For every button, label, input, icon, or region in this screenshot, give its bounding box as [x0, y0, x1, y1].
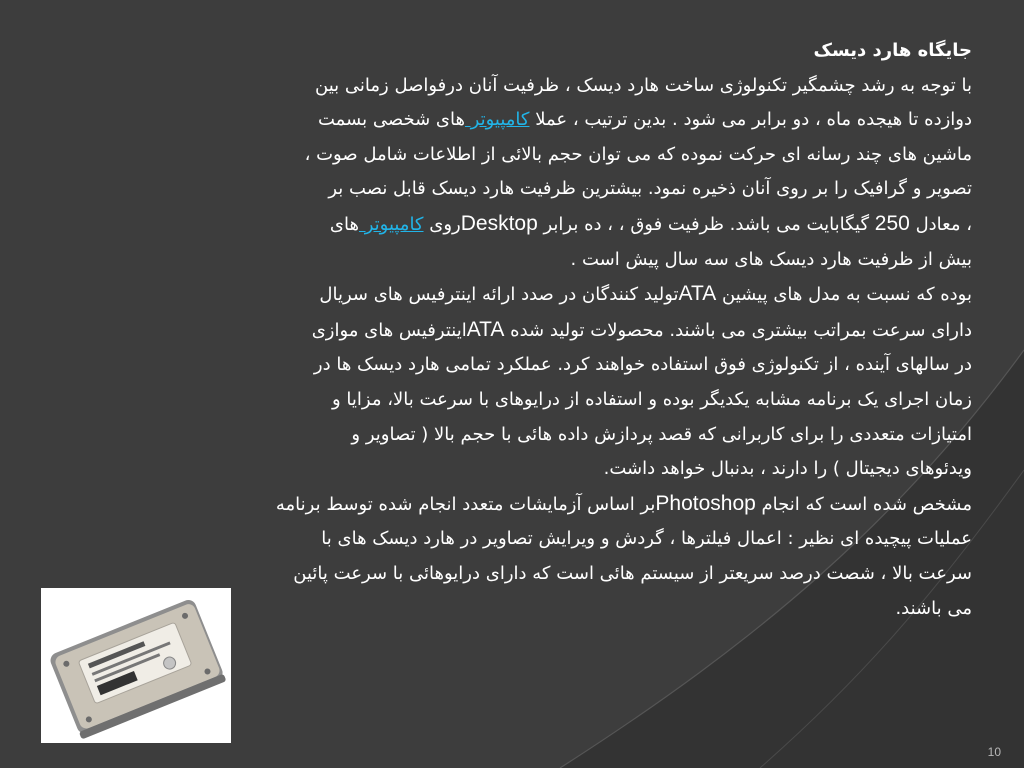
paragraph-line-14: عملیات پیچیده ای نظیر : اعمال فیلترها ، گردش و ویرایش تصاویر در هارد دیسک های با	[321, 528, 972, 550]
paragraph-line-7	[112, 277, 972, 313]
paragraph-line-6: بیش از ظرفیت هارد دیسک های سه سال پیش است .	[570, 248, 972, 270]
line-13-text-a: مشخص شده است که انجام	[755, 493, 972, 515]
line-8-text-a: دارای سرعت بمراتب بیشتری می باشند. محصولات تولید شده	[504, 319, 972, 341]
line-5-text-e: های	[329, 213, 359, 235]
paragraph-line-3: ماشین های چند رسانه ای حرکت نموده که می توان حجم بالائی از اطلاعات شامل صوت ،	[304, 143, 972, 165]
paragraph-line-16: می باشند.	[895, 597, 972, 619]
slide-text-block	[112, 34, 972, 626]
ata-term-2: ATA	[466, 317, 505, 341]
paragraph-line-2	[112, 103, 972, 138]
paragraph-line-9: در سالهای آینده ، از تکنولوژی فوق استفاده خواهند کرد. عملکرد تمامی هارد دیسک ها در	[313, 354, 972, 376]
line-5-text-d: گیگابایت می باشد.	[723, 213, 875, 235]
line-5-text-a: روی	[423, 213, 461, 235]
slide-title: جایگاه هارد دیسک	[813, 40, 972, 61]
paragraph-line-8	[112, 313, 972, 349]
hard-disk-image	[41, 588, 231, 743]
ata-term: ATA	[678, 282, 717, 306]
desktop-term: Desktop	[460, 211, 538, 235]
paragraph-line-12: ویدئوهای دیجیتال ) را دارند ، بدنبال خواهد داشت.	[603, 458, 972, 480]
computer-link-2[interactable]: کامپیوتر	[358, 213, 424, 235]
line-2-text-b: های شخصی بسمت	[317, 109, 465, 131]
paragraph-line-13	[112, 487, 972, 523]
paragraph-line-10: زمان اجرای یک برنامه مشابه یکدیگر بوده و استفاده از درایوهای با سرعت بالا، مزایا و	[331, 388, 972, 410]
line-8-text-b: اینترفیس های موازی	[311, 319, 467, 341]
photoshop-term: Photoshop	[655, 491, 756, 515]
line-5-text-c: ظرفیت فوق ،	[613, 213, 724, 235]
capacity-250: 250	[874, 211, 910, 235]
line-7-text-a: بوده که نسبت به مدل های پیشین	[716, 284, 972, 306]
paragraph-line-4: تصویر و گرافیک را بر روی آنان ذخیره نمود. بیشترین ظرفیت هارد دیسک قابل نصب بر	[328, 178, 972, 200]
paragraph-line-5	[112, 207, 972, 243]
paragraph-line-11: امتیازات متعددی را برای کاربرانی که قصد پردازش داده هائی با حجم بالا ( تصاویر و	[351, 423, 972, 445]
page-number: 10	[987, 745, 1001, 759]
hard-disk-drive-icon	[41, 588, 231, 743]
line-5-text-f: ، معادل	[915, 213, 972, 235]
line-2-text-a: دوازده تا هیجده ماه ، دو برابر می شود . بدین ترتیب ، عملا	[529, 109, 972, 131]
computer-link[interactable]: کامپیوتر	[464, 109, 530, 131]
line-13-text-b: بر اساس آزمایشات متعدد انجام شده توسط برنامه	[275, 493, 656, 515]
paragraph-line-15: سرعت بالا ، شصت درصد سریعتر از سیستم هائی است که دارای درایوهائی با سرعت پائین	[293, 562, 972, 584]
paragraph-line-1: با توجه به رشد چشمگیر تکنولوژی ساخت هارد دیسک ، ظرفیت آنان درفواصل زمانی بین	[315, 74, 972, 96]
line-5-text-b: ، ده برابر	[537, 213, 614, 235]
line-7-text-b: تولید کنندگان در صدد ارائه اینترفیس های سریال	[319, 284, 679, 306]
